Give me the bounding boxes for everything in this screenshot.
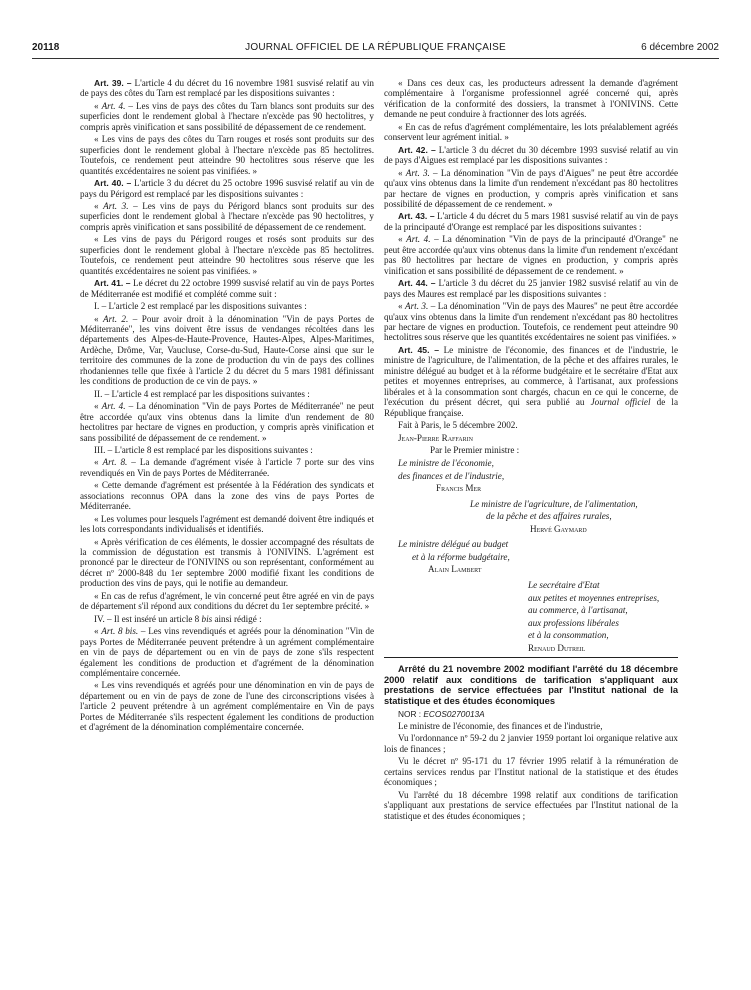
quoted-paragraph: « Après vérification de ces éléments, le dossier accompagné des résultats de la commission de dégustation est transmis à l'ONIVINS. L'agrément est prononcé par le directeur de l'ONIVINS ou son représentant, conformément au décret nº 2000-848 du 1er septembre 2000 modifié fixant les conditions de production des vins de pays, qui le notifie au demandeur.: [80, 536, 374, 589]
quoted-paragraph: « Dans ces deux cas, les producteurs adressent la demande d'agrément complémentaire à l'organisme professionnel agréé concerné qui, après vérification de la conformité des dossiers, la transmet à l'ONIVINS. Cette demande ne peut conduire à fractionner des lots agréés.: [384, 78, 678, 120]
page-number: 20118: [32, 42, 60, 53]
section-II: II. – L'article 4 est remplacé par les dispositions suivantes :: [94, 388, 310, 399]
quoted-paragraph: « Les volumes pour lesquels l'agrément est demandé doivent être indiqués et les lots correspondants individualisés et identifiés.: [80, 513, 374, 535]
article-39: Art. 39. – L'article 4 du décret du 16 novembre 1981 susvisé relatif au vin de pays des côtes du Tarn est remplacé par les dispositions suivantes :: [80, 78, 374, 99]
quoted-paragraph: « Art. 8. – La demande d'agrément visée à l'article 7 porte sur des vins revendiqués en Vin de pays Portes de Méditerranée.: [80, 457, 375, 478]
signature-lambert: Le ministre délégué au budget et à la réforme budgétaire, Alain Lambert: [398, 539, 510, 575]
article-head: Art. 41. –: [94, 278, 131, 289]
quoted-paragraph: « Art. 4. – La dénomination "Vin de pays de la principauté d'Orange" ne peut être accordée qu'aux vins obtenus dans la limite d'un rendement n'excédant pas 80 hectolitres par hectare de vignes en production, y compris après vinification et sans possibilité de dépassement de ce rendement. »: [384, 234, 678, 276]
visa-paragraph: Vu l'ordonnance nº 59-2 du 2 janvier 1959 portant loi organique relative aux lois de finances ;: [384, 733, 678, 754]
article-head: Art. 45. –: [398, 344, 439, 355]
visa-paragraph: Vu le décret nº 95-171 du 17 février 1995 relatif à la rémunération de certains services rendus par l'Institut national de la statistique et des études économiques ;: [384, 756, 678, 788]
section-III: III. – L'article 8 est remplacé par les dispositions suivantes :: [94, 444, 313, 455]
visa-paragraph: Vu l'arrêté du 18 décembre 1998 relatif aux conditions de tarification s'appliquant aux prestations de service effectuées par l'Institut national de la statistique et des études économiques ;: [384, 789, 678, 821]
quoted-paragraph: « En cas de refus d'agrément complémentaire, les lots préalablement agréés conservent leur agrément initial. »: [384, 121, 678, 143]
journal-title: JOURNAL OFFICIEL DE LA RÉPUBLIQUE FRANÇAISE: [245, 42, 506, 53]
quoted-paragraph: « Art. 3. – La dénomination "Vin de pays d'Aigues" ne peut être accordée qu'aux vins obtenus dans la limite d'un rendement n'excédant pas 80 hectolitres par hectare de vignes en production, y compris après vinification et sans possibilité de dépassement de ce rendement. »: [384, 167, 679, 209]
left-column: [80, 78, 374, 735]
quoted-paragraph: « Les vins de pays des côtes du Tarn rouges et rosés sont produits sur des superficies dont le rendement global à l'hectare n'excède pas 85 hectolitres. Toutefois, ce rendement peut atteindre 90 hectolitres sous réserve que les quantités excédentaires ne soient pas vinifiées. »: [80, 134, 374, 176]
quoted-paragraph: « Les vins revendiqués et agréés pour une dénomination en vin de pays de département ou en vin de pays de zone de l'une des circonscriptions visées à l'article 2 peuvent prétendre à un agrément complémentaire en Vin de pays Portes de Méditerranée s'ils respectent également les conditions de production et d'agrément de la dénomination complémentaire concernée.: [80, 680, 374, 733]
nor-reference: NOR : ECOS0270013A: [398, 708, 485, 719]
article-41: Art. 41. – Le décret du 22 octobre 1999 susvisé relatif au vin de pays Portes de Méditerranée est modifié et complété comme suit :: [80, 278, 375, 299]
page-header: [32, 38, 719, 59]
visa-paragraph: Le ministre de l'économie, des finances et de l'industrie,: [398, 721, 603, 732]
quoted-paragraph: « Les vins de pays du Périgord rouges et rosés sont produits sur des superficies dont le rendement global à l'hectare n'excède pas 85 hectolitres. Toutefois, ce rendement peut atteindre 90 hectolitres sous réserve que les quantités excédentaires ne soient pas vinifiées. »: [80, 234, 374, 276]
article-40: Art. 40. – L'article 3 du décret du 25 octobre 1996 susvisé relatif au vin de pays du Périgord est remplacé par les dispositions suivantes :: [80, 178, 374, 199]
section-IV: IV. – Il est inséré un article 8 bis ainsi rédigé :: [94, 613, 262, 624]
article-43: Art. 43. – L'article 4 du décret du 5 mars 1981 susvisé relatif au vin de pays de la principauté d'Orange est remplacé par les dispositions suivantes :: [384, 211, 678, 232]
article-head: Art. 44. –: [398, 278, 436, 289]
quoted-paragraph: « Art. 4. – Les vins de pays des côtes du Tarn blancs sont produits sur des superficies dont le rendement global à l'hectare n'excède pas 90 hectolitres, y compris après vinification et sans possibilité de dépassement de ce rendement.: [80, 100, 374, 132]
quoted-paragraph: « Art. 3. – Les vins de pays du Périgord blancs sont produits sur des superficies dont le rendement global à l'hectare n'excède pas 90 hectolitres, y compris après vinification et sans possibilité de dépassement de ce rendement.: [80, 200, 374, 232]
signature-name-raffarin: Jean-Pierre Raffarin: [398, 432, 473, 443]
quoted-paragraph: « Art. 8 bis. – Les vins revendiqués et agréés pour la dénomination "Vin de pays Portes de Méditerranée peuvent prétendre à un agrément complémentaire en vin de pays de département ou en vin de pays de zone s'ils respectent également les conditions de production et d'agrément de la dénomination complémentaire concernée.: [80, 626, 375, 679]
quoted-paragraph: « Cette demande d'agrément est présentée à la Fédération des syndicats et associations reconnus OPA dans la zone des vins de pays Portes de Méditerranée.: [80, 480, 374, 512]
signature-dutreil: Le secrétaire d'Etat aux petites et moyennes entreprises, au commerce, à l'artisanat, aux professions libérales et à la consommation, Renaud Dutreil: [528, 580, 660, 653]
quoted-paragraph: « Art. 2. – Pour avoir droit à la dénomination "Vin de pays Portes de Méditerranée", les vins doivent être issus de vendanges récoltées dans les départements des Alpes-de-Haute-Provence, Hautes-Alpes, Alpes-Maritimes, Ardèche, Drôme, Var, Vaucluse, Corse-du-Sud, Haute-Corse ainsi que sur le territoire des communes de la zone de production du vin de pays des collines rhodaniennes telle que fixée à l'article 2 du décret du 5 mars 1981 définissant les conditions de production de ce vin de pays. »: [80, 313, 374, 387]
section-I: I. – L'article 2 est remplacé par les dispositions suivantes :: [94, 301, 307, 312]
article-head: Art. 39. –: [94, 78, 132, 88]
article-head: Art. 42. –: [398, 144, 436, 155]
issue-date: 6 décembre 2002: [641, 42, 719, 53]
signature-gaymard: Le ministre de l'agriculture, de l'alimentation, de la pêche et des affaires rurales, Hervé Gaymard: [470, 498, 638, 534]
article-head: Art. 43. –: [398, 211, 435, 222]
signature-date: Fait à Paris, le 5 décembre 2002.: [398, 420, 518, 431]
quoted-paragraph: « En cas de refus d'agrément, le vin concerné peut être agréé en vin de pays de département s'il répond aux conditions du décret du 1er septembre précité. »: [80, 590, 374, 612]
article-44: Art. 44. – L'article 3 du décret du 25 janvier 1982 susvisé relatif au vin de pays des Maures est remplacé par les dispositions suivantes :: [384, 278, 679, 299]
article-head: Art. 40. –: [94, 178, 132, 189]
quoted-paragraph: « Art. 3. – La dénomination "Vin de pays des Maures" ne peut être accordée qu'aux vins obtenus dans la limite d'un rendement n'excédant pas 80 hectolitres par hectare de vignes en production. Toutefois, ce rendement peut atteindre 90 hectolitres sous réserve que les quantités excédentaires ne soient pas vinifiées. »: [384, 301, 679, 343]
quoted-paragraph: « Art. 4. – La dénomination "Vin de pays Portes de Méditerranée" ne peut être accordée qu'aux vins obtenus dans la limite d'un rendement de 80 hectolitres par hectare de vignes en production, y compris après vinification et sans possibilité de dépassement de ce rendement. »: [80, 401, 374, 443]
arrete-title: Arrêté du 21 novembre 2002 modifiant l'arrêté du 18 décembre 2000 relatif aux conditions de tarification s'appliquant aux prestations de service effectuées par l'Institut national de la statistique et des études économiques: [384, 657, 678, 706]
right-column: [384, 78, 678, 823]
premier-ministre-line: Par le Premier ministre :: [430, 444, 520, 455]
article-45: Art. 45. – Le ministre de l'économie, des finances et de l'industrie, le ministre de l'agriculture, de l'alimentation, de la pêche et des affaires rurales, le ministre délégué au budget et à la réforme budgétaire et le secrétaire d'Etat aux petites et moyennes entreprises, au commerce, à l'artisanat, aux professions libérales et à la consommation sont chargés, chacun en ce qui le concerne, de l'exécution du présent décret, qui sera publié au Journal officiel de la République française.: [384, 344, 678, 418]
article-42: Art. 42. – L'article 3 du décret du 30 décembre 1993 susvisé relatif au vin de pays d'Aigues est remplacé par les dispositions suivantes :: [384, 144, 679, 166]
signature-mer: Le ministre de l'économie, des finances et de l'industrie, Francis Mer: [398, 458, 505, 494]
